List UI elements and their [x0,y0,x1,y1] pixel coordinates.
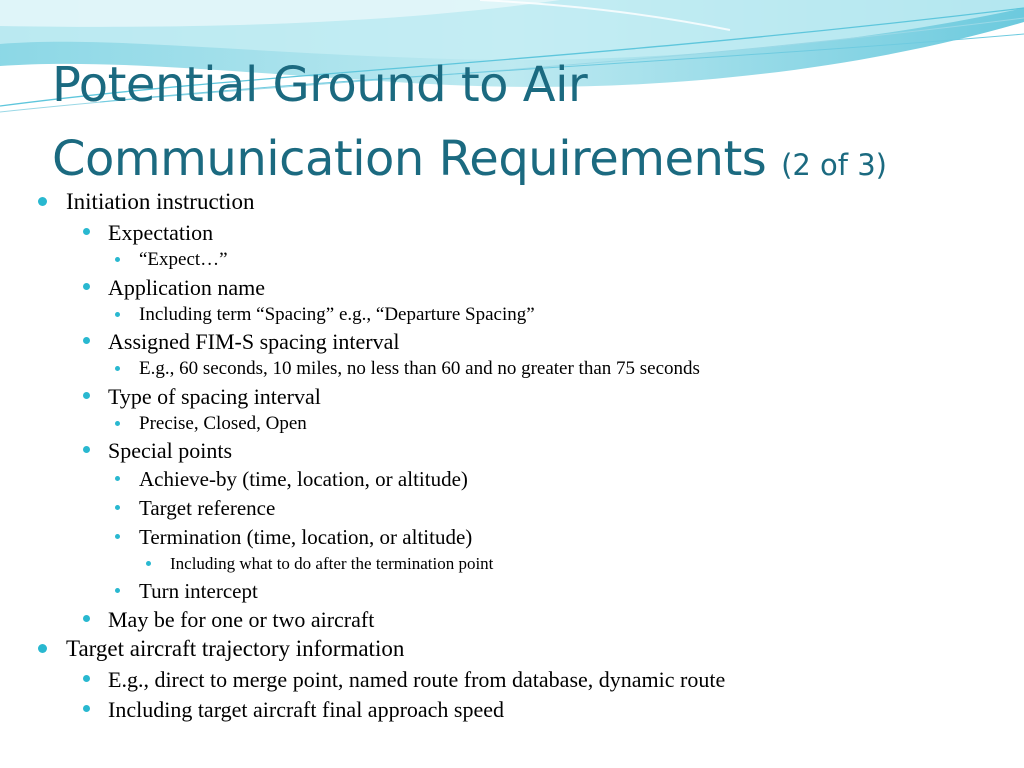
list-item [108,438,232,464]
list-item-text: Including target aircraft final approach speed [108,697,505,722]
bullet-icon [115,257,120,262]
list-item [108,607,374,633]
bullet-icon [83,392,90,399]
bullet-icon [115,366,120,371]
list-item-text: Target reference [139,496,276,520]
bullet-icon [38,197,47,206]
list-item-text: Target aircraft trajectory information [66,636,405,661]
list-item-text: Including term “Spacing” e.g., “Departure Spacing” [139,304,535,325]
list-item [139,249,228,271]
list-item-text: Including what to do after the termination point [170,554,494,573]
bullet-icon [115,505,120,510]
list-item [139,358,700,380]
bullet-icon [83,283,90,290]
title-line-1: Potential Ground to Air [52,57,588,113]
list-item-text: E.g., 60 seconds, 10 miles, no less than 60 and no greater than 75 seconds [139,358,700,379]
list-item [139,304,535,326]
list-item-text: Turn intercept [139,579,258,603]
list-item-text: May be for one or two aircraft [108,607,375,632]
list-item-text: Assigned FIM-S spacing interval [108,329,400,354]
list-item [139,579,258,604]
list-item [139,467,468,492]
list-item-text: Type of spacing interval [108,384,321,409]
list-item [108,220,213,246]
bullet-icon [115,421,120,426]
bullet-icon [38,644,47,653]
list-item-text: Expectation [108,220,214,245]
list-item [108,667,725,693]
bullet-icon [115,534,120,539]
list-item-text: Termination (time, location, or altitude) [139,525,473,549]
bullet-icon [83,446,90,453]
list-item-text: Application name [108,275,266,300]
bullet-icon [83,228,90,235]
list-item-text: Special points [108,438,233,463]
list-item [108,384,321,410]
list-item [139,525,472,550]
list-item-text: “Expect…” [139,249,228,270]
bullet-icon [115,588,120,593]
title-page-indicator: (2 of 3) [781,148,887,182]
title-main-text: Communication Requirements [52,131,767,187]
list-item-text: Achieve-by (time, location, or altitude) [139,467,468,491]
bullet-icon [83,705,90,712]
list-item-text: Precise, Closed, Open [139,413,307,434]
list-item-text: Initiation instruction [66,189,255,214]
bullet-icon [115,312,120,317]
bullet-icon [83,337,90,344]
list-item [170,554,493,574]
bullet-icon [146,561,151,566]
list-item [139,413,307,435]
list-item [108,697,504,723]
bullet-icon [83,675,90,682]
list-item [66,636,404,662]
list-item [139,496,275,521]
list-item [108,329,399,355]
list-item-text: E.g., direct to merge point, named route from database, dynamic route [108,667,726,692]
list-item [108,275,265,301]
bullet-icon [115,476,120,481]
bullet-icon [83,615,90,622]
list-item [66,189,254,215]
